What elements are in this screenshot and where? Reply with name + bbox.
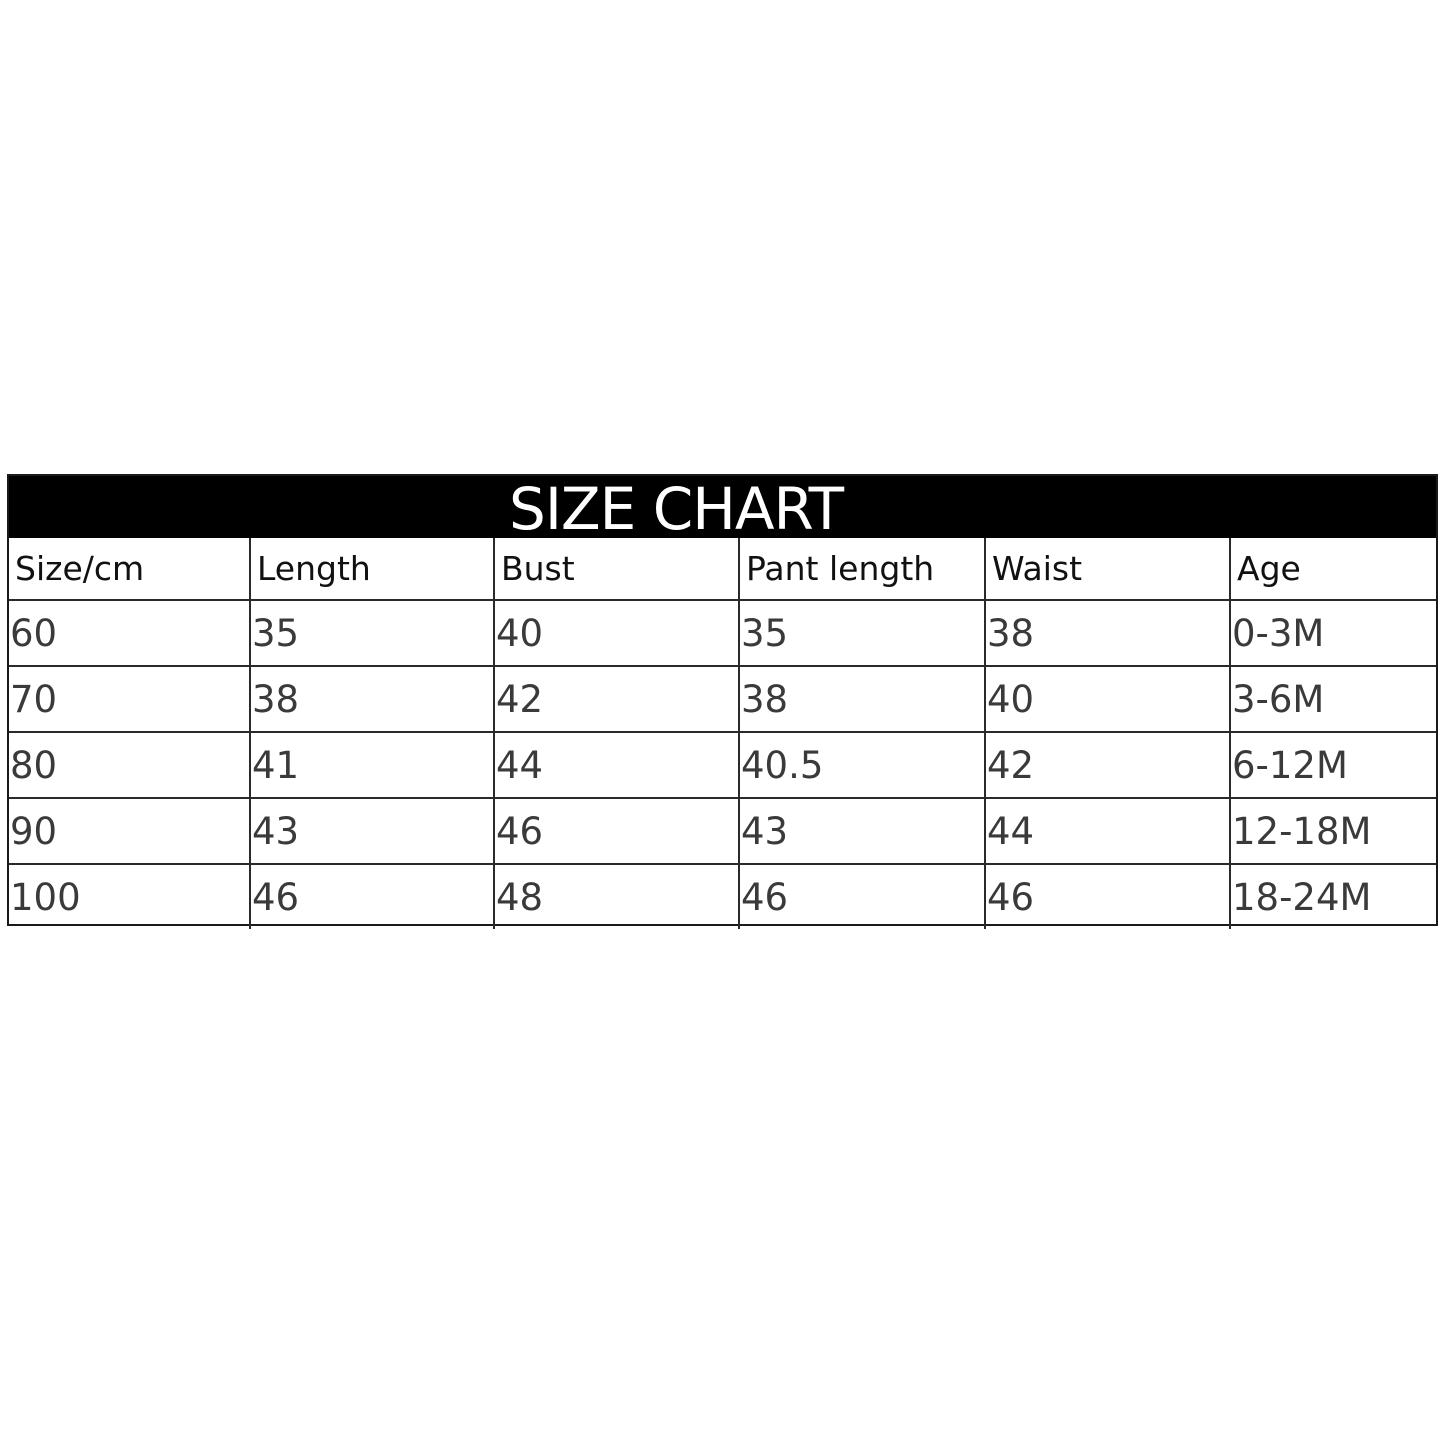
cell-age: 12-18M bbox=[1230, 798, 1436, 864]
column-header-waist: Waist bbox=[985, 538, 1230, 600]
cell-pant-length: 38 bbox=[739, 666, 985, 732]
cell-size: 70 bbox=[9, 666, 250, 732]
size-chart bbox=[7, 474, 1438, 926]
cell-length: 41 bbox=[250, 732, 494, 798]
table-row bbox=[9, 732, 1436, 798]
size-table bbox=[9, 538, 1436, 929]
header-row bbox=[9, 538, 1436, 600]
cell-pant-length: 43 bbox=[739, 798, 985, 864]
cell-bust: 40 bbox=[494, 600, 739, 666]
cell-waist: 42 bbox=[985, 732, 1230, 798]
cell-waist: 44 bbox=[985, 798, 1230, 864]
cell-size: 80 bbox=[9, 732, 250, 798]
cell-bust: 42 bbox=[494, 666, 739, 732]
cell-waist: 46 bbox=[985, 864, 1230, 929]
table-row bbox=[9, 798, 1436, 864]
table-row bbox=[9, 600, 1436, 666]
column-header-bust: Bust bbox=[494, 538, 739, 600]
cell-length: 46 bbox=[250, 864, 494, 929]
cell-size: 90 bbox=[9, 798, 250, 864]
column-header-length: Length bbox=[250, 538, 494, 600]
cell-age: 0-3M bbox=[1230, 600, 1436, 666]
cell-waist: 38 bbox=[985, 600, 1230, 666]
cell-pant-length: 46 bbox=[739, 864, 985, 929]
cell-age: 18-24M bbox=[1230, 864, 1436, 929]
chart-title: SIZE CHART bbox=[509, 475, 844, 543]
cell-bust: 48 bbox=[494, 864, 739, 929]
cell-bust: 44 bbox=[494, 732, 739, 798]
table-row bbox=[9, 666, 1436, 732]
cell-size: 60 bbox=[9, 600, 250, 666]
cell-waist: 40 bbox=[985, 666, 1230, 732]
chart-header bbox=[9, 475, 1436, 543]
cell-length: 38 bbox=[250, 666, 494, 732]
cell-length: 43 bbox=[250, 798, 494, 864]
cell-pant-length: 40.5 bbox=[739, 732, 985, 798]
column-header-age: Age bbox=[1230, 538, 1436, 600]
cell-age: 3-6M bbox=[1230, 666, 1436, 732]
table-row bbox=[9, 864, 1436, 929]
cell-length: 35 bbox=[250, 600, 494, 666]
cell-bust: 46 bbox=[494, 798, 739, 864]
cell-age: 6-12M bbox=[1230, 732, 1436, 798]
column-header-size: Size/cm bbox=[9, 538, 250, 600]
column-header-pant-length: Pant length bbox=[739, 538, 985, 600]
cell-size: 100 bbox=[10, 875, 81, 919]
cell-pant-length: 35 bbox=[739, 600, 985, 666]
